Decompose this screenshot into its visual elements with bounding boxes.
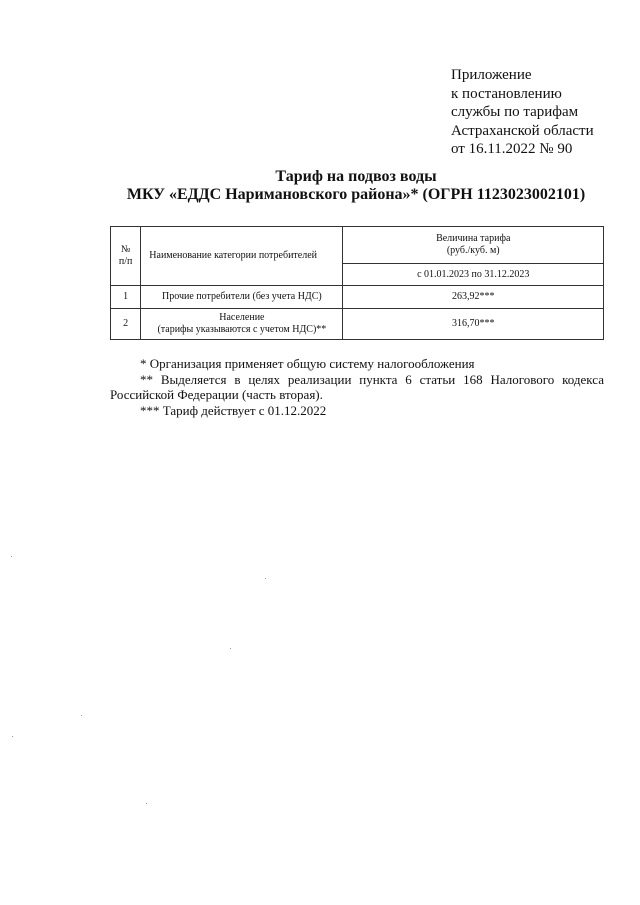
row-value-cell: 263,92*** xyxy=(343,286,604,309)
header-value-line1: Величина тарифа xyxy=(436,233,511,244)
header-period-cell: с 01.01.2023 по 31.12.2023 xyxy=(343,264,604,286)
scan-speck xyxy=(11,556,12,557)
header-name-cell: Наименование категории потребителей xyxy=(141,227,343,286)
scan-speck xyxy=(81,715,82,716)
document-title: Тариф на подвоз воды xyxy=(275,168,437,185)
appendix-line: Приложение xyxy=(451,67,532,83)
scan-speck xyxy=(146,803,147,804)
row-name-cell: Прочие потребители (без учета НДС) xyxy=(141,286,343,309)
table-header-row xyxy=(111,227,604,264)
header-num-line2: п/п xyxy=(118,256,133,267)
appendix-line: от 16.11.2022 № 90 xyxy=(451,141,573,157)
row-name-cell xyxy=(141,309,343,340)
row-value-cell: 316,70*** xyxy=(343,309,604,340)
document-subtitle: МКУ «ЕДДС Наримановского района»* (ОГРН 1123023002101) xyxy=(126,186,586,203)
tariff-table xyxy=(110,226,604,340)
appendix-line: Астраханской области xyxy=(451,122,594,139)
header-value-cell xyxy=(343,227,604,264)
scan-speck xyxy=(230,648,231,649)
row-name-line2: (тарифы указываются с учетом НДС)** xyxy=(157,324,327,335)
header-value-line2: (руб./куб. м) xyxy=(446,245,500,256)
table-row xyxy=(111,309,604,340)
appendix-line: к постановлению xyxy=(451,85,562,102)
row-name-line1: Население xyxy=(219,312,265,323)
scan-speck xyxy=(12,736,13,737)
table-row xyxy=(111,286,604,309)
footnotes xyxy=(110,356,604,418)
row-num-cell: 1 xyxy=(111,286,141,309)
appendix-block xyxy=(451,66,594,159)
footnote-3: *** Тариф действует с 01.12.2022 xyxy=(140,402,327,418)
row-num-cell: 2 xyxy=(111,309,141,340)
footnote-2: ** Выделяется в целях реализации пункта 6 статьи 168 Налогового кодекса Российской Федерации (часть вторая). xyxy=(110,371,604,402)
appendix-line: службы по тарифам xyxy=(451,104,579,120)
scan-speck xyxy=(265,578,266,579)
header-num-cell xyxy=(111,227,141,286)
footnote-1: * Организация применяет общую систему налогообложения xyxy=(140,356,475,371)
header-num-line1: № xyxy=(120,244,131,255)
